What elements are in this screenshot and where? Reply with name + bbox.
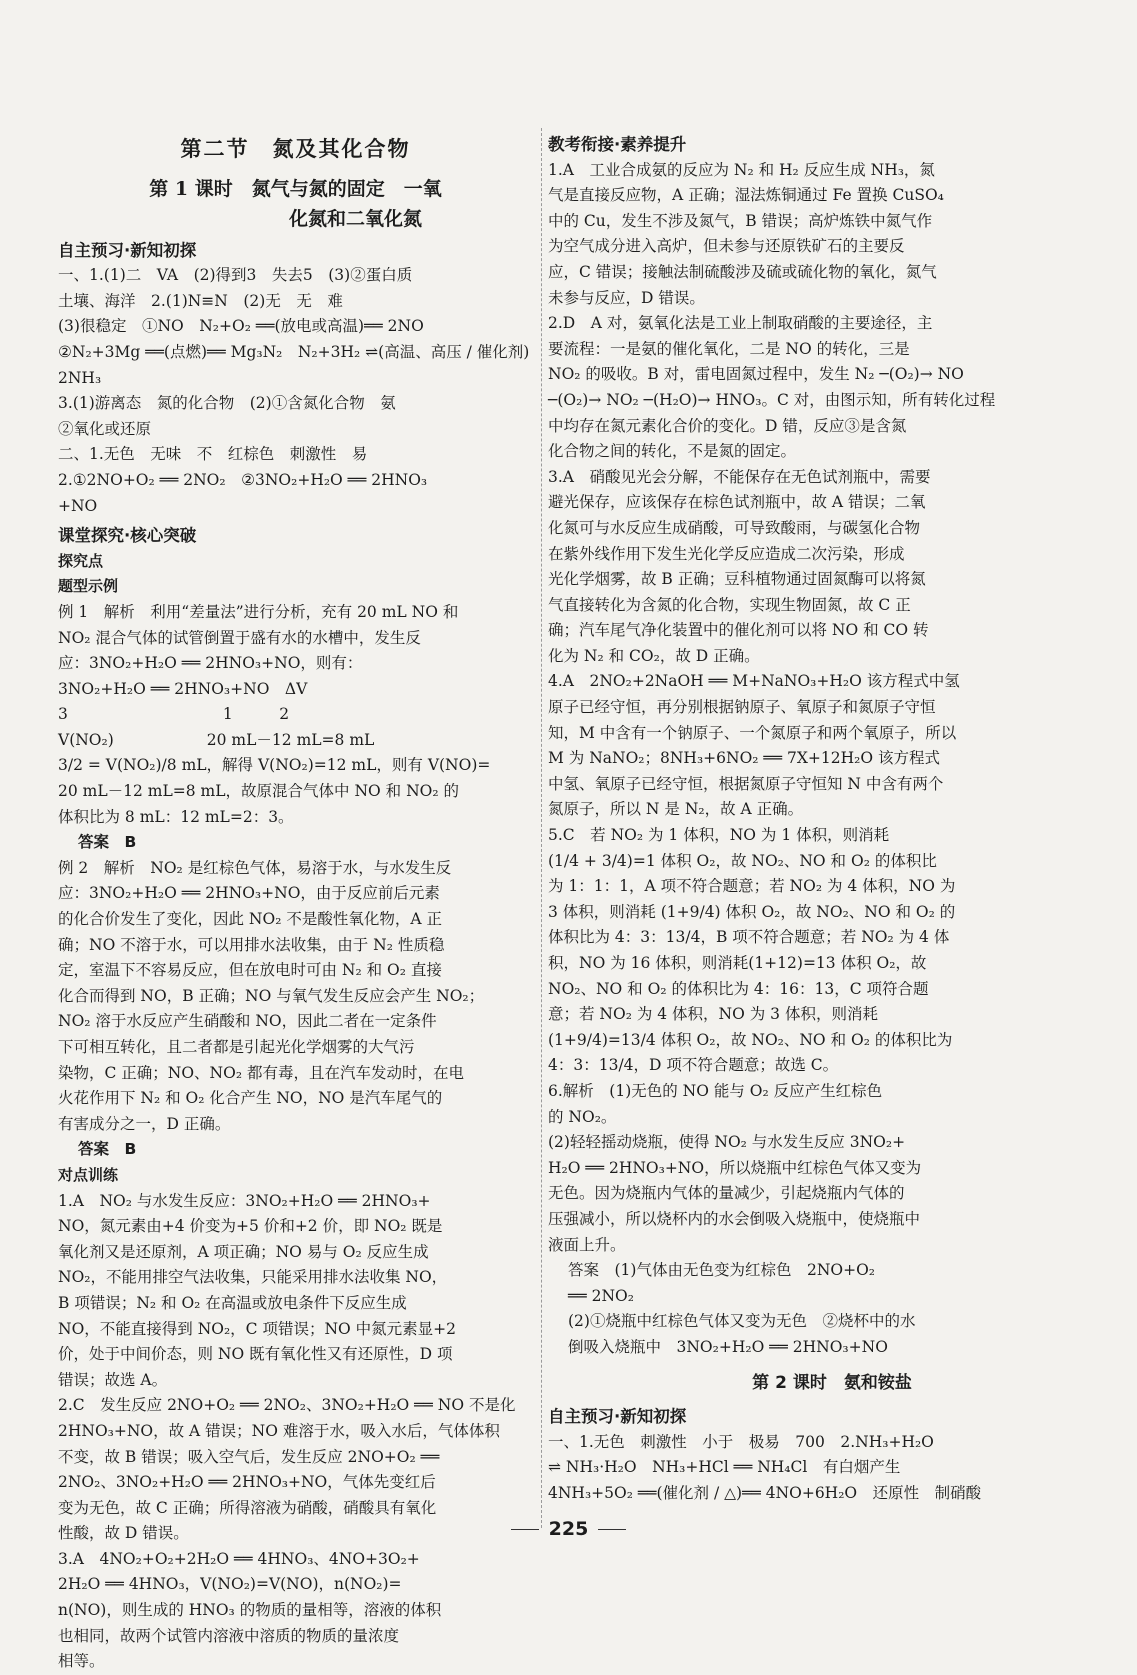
- answer-line: 未参与反应，D 错误。: [548, 288, 705, 307]
- answer-line: 确；NO 不溶于水，可以用排水法收集，由于 N₂ 性质稳: [58, 935, 445, 954]
- answer-line: 在紫外线作用下发生光化学反应造成二次污染，形成: [548, 544, 905, 563]
- example-1: [58, 600, 533, 856]
- question-3: [548, 465, 1026, 670]
- answer-line: 无色。因为烧瓶内气体的量减少，引起烧瓶内气体的: [548, 1184, 905, 1203]
- answer-line: (2)①烧瓶中红棕色气体又变为无色 ②烧杯中的水: [568, 1312, 916, 1331]
- answer-line: 中均存在氮元素化合价的变化。D 错，反应③是含氮: [548, 416, 907, 435]
- answer-line: 避光保存，应该保存在棕色试剂瓶中，故 A 错误；二氧: [548, 493, 926, 512]
- section-title: 第二节 氮及其化合物: [180, 136, 411, 161]
- training-3: [58, 1547, 533, 1675]
- answer-line: M 为 NaNO₂；8NH₃+6NO₂ ══ 7X+12H₂O 该方程式: [548, 749, 940, 768]
- answer-line: 化为 N₂ 和 CO₂，故 D 正确。: [548, 646, 760, 665]
- answer-line: 1.A 工业合成氨的反应为 N₂ 和 H₂ 反应生成 NH₃，氮: [548, 160, 935, 179]
- answer-line: ══ 2NO₂: [568, 1286, 634, 1305]
- answer-line: ⇌ NH₃·H₂O NH₃+HCl ══ NH₄Cl 有白烟产生: [548, 1458, 901, 1477]
- answer-line: 也相同，故两个试管内溶液中溶质的物质的量浓度: [58, 1626, 400, 1645]
- answer-line: 气直接转化为含氮的化合物，实现生物固氮，故 C 正: [548, 595, 911, 614]
- answer-line: 应：3NO₂+H₂O ══ 2HNO₃+NO，则有：: [58, 654, 363, 673]
- answer-line: 3/2 = V(NO₂)/8 mL，解得 V(NO₂)=12 mL，则有 V(NO)=: [58, 756, 491, 775]
- training-1: [58, 1189, 533, 1394]
- answer-line: 体积比为 4：3：13/4，B 项不符合题意；若 NO₂ 为 4 体: [548, 928, 950, 947]
- question-1: [548, 158, 1026, 312]
- answer-line: 下可相互转化，且二者都是引起光化学烟雾的大气污: [58, 1038, 415, 1056]
- answer-line: 化氮可与水反应生成硝酸，可导致酸雨，与碳氢化合物: [548, 518, 921, 537]
- right-column: [548, 128, 1026, 1506]
- page-number: [0, 1518, 1137, 1540]
- answer-line: 有害成分之一，D 正确。: [58, 1114, 231, 1133]
- answer-line: 中氢、氧原子已经守恒，根据氮原子守恒知 N 中含有两个: [548, 774, 944, 793]
- answer-line: 中的 Cu，发生不涉及氮气，B 错误；高炉炼铁中氮气作: [548, 211, 933, 230]
- answer-line: 倒吸入烧瓶中 3NO₂+H₂O ══ 2HNO₃+NO: [568, 1337, 888, 1356]
- answer-line: 压强减小，所以烧杯内的水会倒吸入烧瓶中，使烧瓶中: [548, 1209, 921, 1228]
- answer-line: 2.①2NO+O₂ ══ 2NO₂ ②3NO₂+H₂O ══ 2HNO₃: [58, 470, 428, 489]
- answer-line: 1.A NO₂ 与水发生反应：3NO₂+H₂O ══ 2HNO₃+: [58, 1191, 431, 1210]
- answer-line: 变为无色，故 C 正确；所得溶液为硝酸，硝酸具有氧化: [58, 1498, 437, 1517]
- answer-line: 意；若 NO₂ 为 4 体积，NO 为 3 体积，则消耗: [548, 1005, 878, 1024]
- answer-line: NO，不能直接得到 NO₂，C 项错误；NO 中氮元素显+2: [58, 1319, 457, 1338]
- answer-line: 3.(1)游离态 氮的化合物 (2)①含氮化合物 氨: [58, 394, 396, 413]
- answer-line: 原子已经守恒，再分别根据钠原子、氧原子和氮原子守恒: [548, 698, 936, 717]
- lesson1-title: [58, 174, 533, 234]
- answer-label: 答案 B: [78, 1140, 137, 1159]
- answer-line: 光化学烟雾，故 B 正确；豆科植物通过固氮酶可以将氮: [548, 570, 926, 589]
- answer-line: 一、1.无色 刺激性 小于 极易 700 2.NH₃+H₂O: [548, 1432, 934, 1451]
- answer-line: V(NO₂) 20 mL－12 mL=8 mL: [58, 730, 375, 749]
- answer-line: 2HNO₃+NO，故 A 错误；NO 难溶于水，吸入水后，气体体积: [58, 1421, 500, 1440]
- answer-label: 答案 B: [78, 833, 137, 852]
- lesson2-title: 第 2 课时 氨和铵盐: [752, 1372, 912, 1393]
- answer-line: 2NO₂、3NO₂+H₂O ══ 2HNO₃+NO，气体先变红后: [58, 1473, 436, 1492]
- answer-line: 化合而得到 NO，B 正确；NO 与氧气发生反应会产生 NO₂；: [58, 986, 485, 1005]
- answer-line: 火花作用下 N₂ 和 O₂ 化合产生 NO，NO 是汽车尾气的: [58, 1089, 443, 1108]
- answer-line: ②氧化或还原: [58, 419, 152, 438]
- answer-line: 错误；故选 A。: [58, 1370, 168, 1389]
- answer-line: 氧化剂又是还原剂，A 项正确；NO 易与 O₂ 反应生成: [58, 1242, 429, 1261]
- answer-line: NO₂ 的吸收。B 对，雷电固氮过程中，发生 N₂ ─(O₂)→ NO: [548, 365, 964, 384]
- answer-line: NO₂，不能用排空气法收集，只能采用排水法收集 NO，: [58, 1268, 448, 1287]
- answer-line: 4：3：13/4，D 项不符合题意；故选 C。: [548, 1056, 839, 1075]
- answer-line: 20 mL－12 mL=8 mL，故原混合气体中 NO 和 NO₂ 的: [58, 782, 460, 801]
- answer-line: 为 1：1：1，A 项不符合题意；若 NO₂ 为 4 体积，NO 为: [548, 877, 956, 896]
- answer-line: 4NH₃+5O₂ ══(催化剂 / △)══ 4NO+6H₂O 还原性 制硝酸: [548, 1483, 982, 1502]
- targeted-training-heading: 对点训练: [58, 1165, 119, 1184]
- answer-line: 3.A 4NO₂+O₂+2H₂O ══ 4HNO₃、4NO+3O₂+: [58, 1549, 420, 1568]
- lesson2-preview-heading: 自主预习·新知初探: [548, 1407, 687, 1427]
- answer-line: 2.C 发生反应 2NO+O₂ ══ 2NO₂、3NO₂+H₂O ══ NO 不是化: [58, 1396, 516, 1415]
- lesson1-title-line2: 化氮和二氧化氮: [288, 207, 422, 230]
- lesson1-title-line1: 第 1 课时 氮气与氮的固定 一氧: [149, 177, 442, 200]
- answer-line: 2.D A 对，氨氧化法是工业上制取硝酸的主要途径，主: [548, 314, 933, 333]
- answer-line: 答案 (1)气体由无色变为红棕色 2NO+O₂: [568, 1261, 875, 1280]
- answer-line: 不变，故 B 错误；吸入空气后，发生反应 2NO+O₂ ══: [58, 1447, 440, 1466]
- left-column: [58, 128, 533, 1675]
- answer-line: 土壤、海洋 2.(1)N≡N (2)无 无 难: [58, 291, 343, 310]
- answer-line: 3NO₂+H₂O ══ 2HNO₃+NO ΔV: [58, 679, 308, 698]
- question-6: [548, 1079, 1026, 1361]
- answer-line: 氮原子，所以 N 是 N₂，故 A 正确。: [548, 800, 804, 819]
- answer-line: ②N₂+3Mg ══(点燃)══ Mg₃N₂ N₂+3H₂ ⇌(高温、高压 / 催化剂) 2NH₃: [58, 342, 530, 387]
- answer-line: 例 2 解析 NO₂ 是红棕色气体，易溶于水，与水发生反: [58, 858, 452, 877]
- answer-line: 3 体积，则消耗 (1+9/4) 体积 O₂，故 NO₂、NO 和 O₂ 的: [548, 902, 956, 921]
- page-number-text: 225: [548, 1518, 589, 1540]
- answer-line: 应，C 错误；接触法制硫酸涉及硫或硫化物的氧化，氮气: [548, 262, 937, 281]
- answer-line: 二、1.无色 无味 不 红棕色 刺激性 易: [58, 445, 368, 464]
- answer-line: 气是直接反应物，A 正确；湿法炼铜通过 Fe 置换 CuSO₄: [548, 186, 944, 205]
- answer-line: NO，氮元素由+4 价变为+5 价和+2 价，即 NO₂ 既是: [58, 1217, 443, 1236]
- answer-line: 定，室温下不容易反应，但在放电时可由 N₂ 和 O₂ 直接: [58, 961, 442, 980]
- answer-line: 液面上升。: [548, 1235, 626, 1254]
- answer-line: 相等。: [58, 1652, 105, 1671]
- answer-line: NO₂、NO 和 O₂ 的体积比为 4：16：13，C 项符合题: [548, 979, 929, 998]
- question-2: [548, 311, 1026, 465]
- page-number-dash-left: [511, 1529, 539, 1530]
- answer-line: 的 NO₂。: [548, 1107, 617, 1126]
- answer-line: 积，NO 为 16 体积，则消耗(1+12)=13 体积 O₂，故: [548, 954, 927, 972]
- answer-line: 3.A 硝酸见光会分解，不能保存在无色试剂瓶中，需要: [548, 467, 931, 486]
- answer-line: 价，处于中间价态，则 NO 既有氧化性又有还原性，D 项: [58, 1345, 453, 1364]
- explore-point-label: 探究点: [58, 551, 104, 570]
- answer-line: +NO: [58, 496, 98, 515]
- answer-line: (1/4 + 3/4)=1 体积 O₂，故 NO₂、NO 和 O₂ 的体积比: [548, 851, 937, 870]
- answer-line: 的化合价发生了变化，因此 NO₂ 不是酸性氧化物，A 正: [58, 910, 442, 929]
- answer-line: 一、1.(1)二 VA (2)得到3 失去5 (3)②蛋白质: [58, 266, 413, 285]
- question-5: [548, 823, 1026, 1079]
- answer-line: 应：3NO₂+H₂O ══ 2HNO₃+NO，由于反应前后元素: [58, 884, 440, 903]
- exam-link-heading: 教考衔接·素养提升: [548, 135, 687, 154]
- answer-line: 例 1 解析 利用“差量法”进行分析，充有 20 mL NO 和: [58, 602, 459, 621]
- answer-line: 3 1 2: [58, 705, 290, 724]
- answer-line: 确；汽车尾气净化装置中的催化剂可以将 NO 和 CO 转: [548, 621, 929, 640]
- answer-line: 4.A 2NO₂+2NaOH ══ M+NaNO₃+H₂O 该方程式中氢: [548, 672, 960, 691]
- answer-line: n(NO)，则生成的 HNO₃ 的物质的量相等，溶液的体积: [58, 1601, 442, 1620]
- answer-line: 染物，C 正确；NO、NO₂ 都有毒，且在汽车发动时，在电: [58, 1063, 464, 1082]
- answer-line: 2H₂O ══ 4HNO₃，V(NO₂)=V(NO)，n(NO₂)=: [58, 1575, 402, 1594]
- lesson2-preview-answers: [548, 1430, 1026, 1507]
- answer-line: 5.C 若 NO₂ 为 1 体积，NO 为 1 体积，则消耗: [548, 826, 890, 845]
- answer-line: 6.解析 (1)无色的 NO 能与 O₂ 反应产生红棕色: [548, 1081, 883, 1100]
- class-explore-heading: 课堂探究·核心突破: [58, 526, 197, 546]
- answer-line: (3)很稳定 ①NO N₂+O₂ ══(放电或高温)══ 2NO: [58, 317, 424, 336]
- example-type-label: 题型示例: [58, 577, 119, 596]
- preview-heading: 自主预习·新知初探: [58, 240, 197, 260]
- answer-line: 为空气成分进入高炉，但未参与还原铁矿石的主要反: [548, 237, 905, 256]
- answer-line: ─(O₂)→ NO₂ ─(H₂O)→ HNO₃。C 对，由图示知，所有转化过程: [548, 390, 996, 409]
- preview-answers: [58, 263, 533, 519]
- answer-line: NO₂ 混合气体的试管倒置于盛有水的水槽中，发生反: [58, 628, 421, 647]
- answer-line: H₂O ══ 2HNO₃+NO，所以烧瓶中红棕色气体又变为: [548, 1158, 922, 1177]
- answer-line: NO₂ 溶于水反应产生硝酸和 NO，因此二者在一定条件: [58, 1012, 437, 1031]
- answer-line: 性酸，故 D 错误。: [58, 1524, 189, 1543]
- answer-line: (2)轻轻摇动烧瓶，使得 NO₂ 与水发生反应 3NO₂+: [548, 1133, 906, 1152]
- answer-line: 体积比为 8 mL：12 mL=2：3。: [58, 807, 294, 826]
- answer-line: B 项错误；N₂ 和 O₂ 在高温或放电条件下反应生成: [58, 1293, 407, 1312]
- answer-line: 知，M 中含有一个钠原子、一个氮原子和两个氧原子，所以: [548, 723, 957, 742]
- page-number-dash-right: [598, 1529, 626, 1530]
- answer-line: 化合物之间的转化，不是氮的固定。: [548, 442, 797, 461]
- question-4: [548, 669, 1026, 823]
- answer-line: 要流程：一是氨的催化氧化，二是 NO 的转化，三是: [548, 339, 910, 358]
- column-divider: [541, 128, 542, 1528]
- answer-line: (1+9/4)=13/4 体积 O₂，故 NO₂、NO 和 O₂ 的体积比为: [548, 1030, 953, 1049]
- example-2: [58, 856, 533, 1163]
